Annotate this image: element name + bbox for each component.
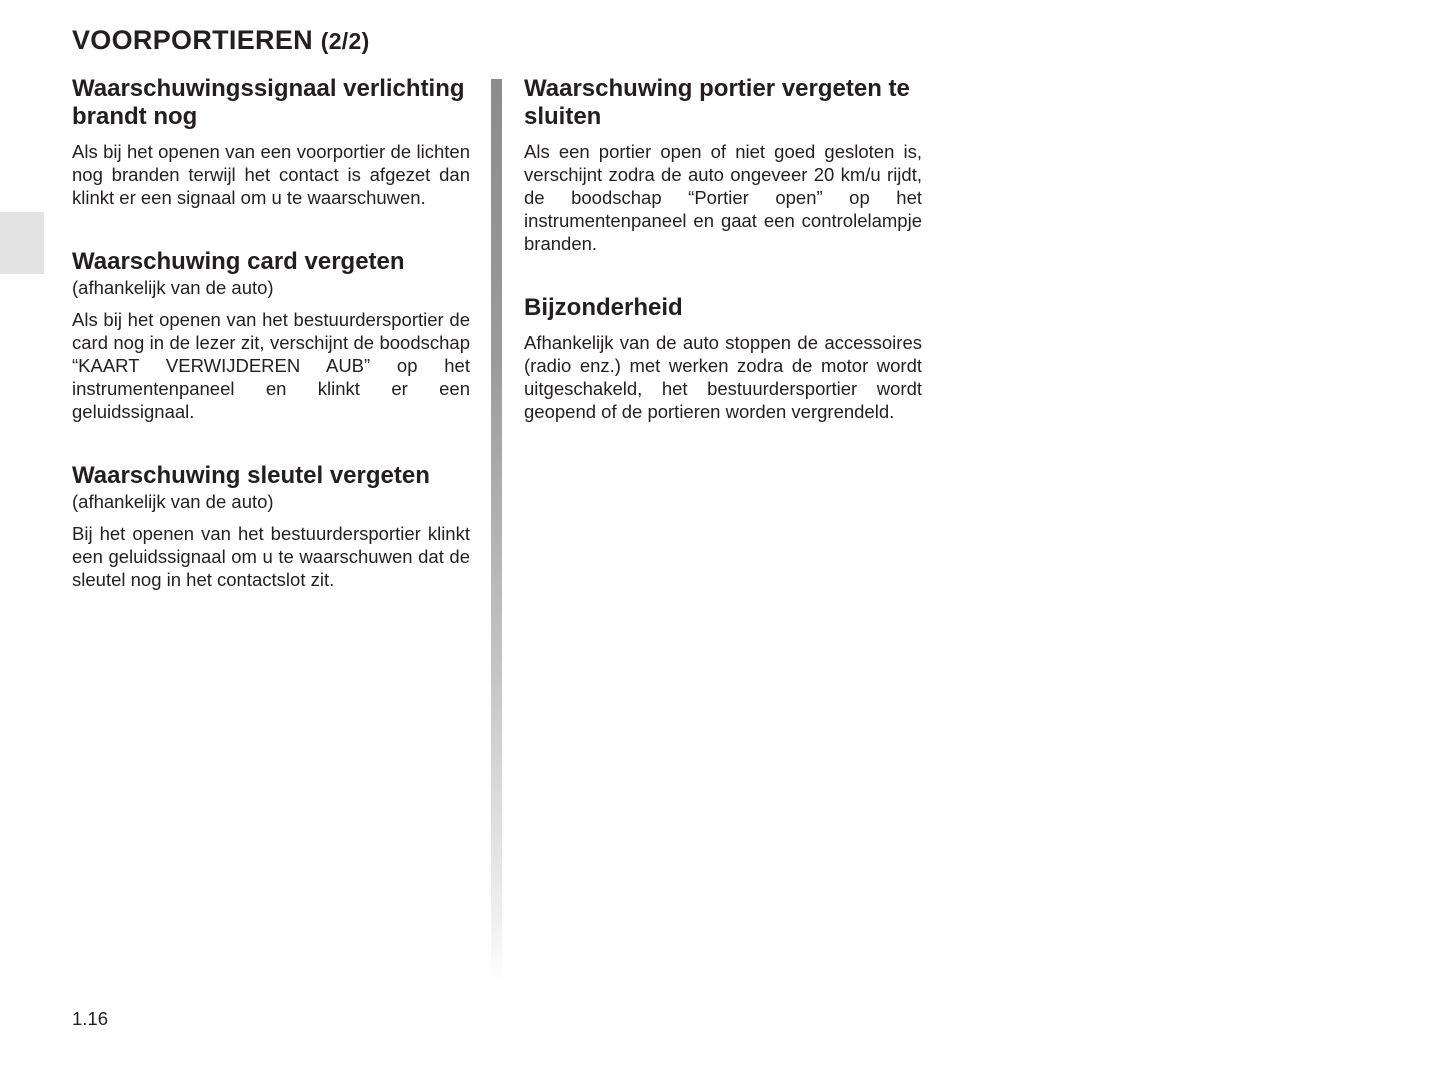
section-door-warning	[524, 75, 922, 255]
section-particularity	[524, 294, 922, 423]
section-subheading: (afhankelijk van de auto)	[72, 277, 274, 298]
section-key-warning	[72, 462, 470, 591]
section-body: Afhankelijk van de auto stoppen de accessoires (radio enz.) met werken zodra de motor wordt uitgeschakeld, het bestuurdersportier wordt geopend of de portieren worden vergrendeld.	[524, 332, 922, 422]
section-subheading: (afhankelijk van de auto)	[72, 491, 274, 512]
section-body: Als bij het openen van een voorportier de lichten nog branden terwijl het contact is afgezet dan klinkt er een signaal om u te waarschuwen.	[72, 141, 470, 208]
column-divider	[491, 79, 502, 984]
left-column	[72, 75, 470, 591]
section-body: Als bij het openen van het bestuurdersportier de card nog in de lezer zit, verschijnt de boodschap “KAART VERWIJDEREN AUB” op het instrumentenpaneel en klinkt er een geluidssignaal.	[72, 309, 470, 422]
section-heading: Waarschuwing card vergeten	[72, 248, 405, 275]
section-card-warning	[72, 248, 470, 423]
section-lights-warning	[72, 75, 470, 209]
page-title-text: VOORPORTIEREN	[72, 25, 313, 55]
section-body: Bij het openen van het bestuurdersportier klinkt een geluidssignaal om u te waarschuwen dat de sleutel nog in het contactslot zit.	[72, 523, 470, 590]
section-heading: Bijzonderheid	[524, 294, 683, 321]
section-heading: Waarschuwing portier vergeten te sluiten	[524, 75, 910, 130]
section-heading: Waarschuwingssignaal verlichting brandt nog	[72, 75, 465, 130]
right-column	[524, 75, 922, 423]
page-part-indicator: (2/2)	[320, 28, 370, 54]
page-title	[72, 22, 370, 59]
page-number: 1.16	[72, 1008, 109, 1029]
chapter-tab-marker	[0, 212, 44, 274]
section-body: Als een portier open of niet goed gesloten is, verschijnt zodra de auto ongeveer 20 km/u rijdt, de boodschap “Portier open” op het instrumentenpaneel en gaat een controlelampje branden.	[524, 141, 922, 254]
section-heading: Waarschuwing sleutel vergeten	[72, 462, 430, 489]
